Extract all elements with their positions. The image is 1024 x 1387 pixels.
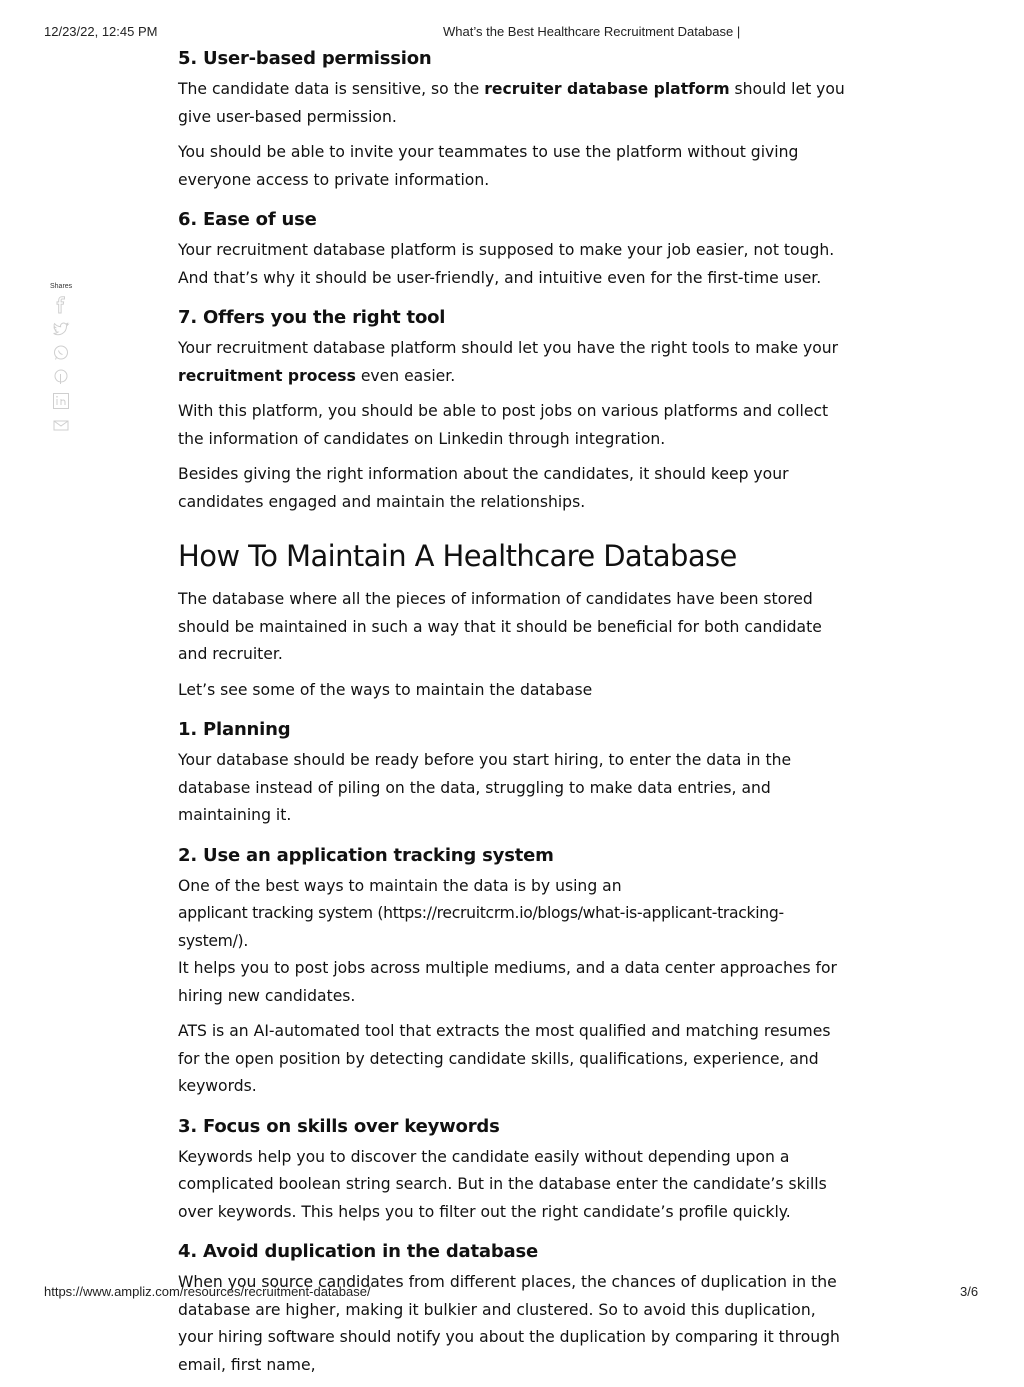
heading-user-based-permission: 5. User-based permission (178, 48, 432, 69)
text: One of the best ways to maintain the data is by using an (178, 876, 622, 895)
shares-label: Shares (50, 283, 73, 290)
pinterest-icon[interactable] (52, 368, 70, 386)
print-header (0, 24, 1024, 42)
text: Your recruitment database platform should let you have the right tools to make your (178, 339, 839, 357)
text: should let you give user-based permission. (178, 80, 845, 126)
heading-ease-of-use: 6. Ease of use (178, 209, 317, 230)
paragraph: When you source candidates from different places, the chances of duplication in the database are higher, making it bulkier and clustered. So to avoid this duplication, your hiring software should notify you about the duplication by comparing it through email, first name, (178, 1273, 840, 1374)
heading-right-tool: 7. Offers you the right tool (178, 307, 446, 328)
bold-text: recruitment process (178, 366, 356, 385)
linkedin-icon[interactable] (52, 392, 70, 410)
whatsapp-icon[interactable] (52, 344, 70, 362)
paragraph: Your database should be ready before you start hiring, to enter the data in the database instead of piling on the data, struggling to make data entries, and maintaining it. (178, 751, 792, 824)
heading-planning: 1. Planning (178, 719, 291, 740)
email-icon[interactable] (52, 416, 70, 434)
paragraph: You should be able to invite your teammates to use the platform without giving everyone access to private information. (178, 143, 799, 189)
print-page-title: What’s the Best Healthcare Recruitment Database | (443, 24, 741, 39)
paragraph: Let’s see some of the ways to maintain the database (178, 680, 593, 699)
paragraph: With this platform, you should be able to post jobs on various platforms and collect the information of candidates on Linkedin through integration. (178, 402, 829, 448)
page-number: 3/6 (960, 1284, 979, 1299)
paragraph: Besides giving the right information about the candidates, it should keep your candidates engaged and maintain the relationships. (178, 465, 789, 511)
share-rail (42, 283, 80, 434)
heading-how-to-maintain: How To Maintain A Healthcare Database (178, 539, 737, 573)
ats-link[interactable]: applicant tracking system (https://recruitcrm.io/blogs/what-is-applicant-tracking-system/). (178, 904, 784, 950)
print-url: https://www.ampliz.com/resources/recruitment-database/ (44, 1284, 371, 1299)
paragraph: Keywords help you to discover the candidate easily without depending upon a complicated boolean string search. But in the database enter the candidate’s skills over keywords. This helps you to filter out the right candidate’s profile quickly. (178, 1147, 827, 1221)
paragraph (178, 873, 848, 1011)
facebook-icon[interactable] (52, 296, 70, 314)
paragraph (178, 335, 848, 390)
bold-text: recruiter database platform (484, 80, 730, 98)
paragraph: ATS is an AI-automated tool that extracts the most qualified and matching resumes for the open position by detecting candidate skills, qualifications, experience, and keywords. (178, 1022, 831, 1095)
paragraph (178, 76, 848, 131)
heading-application-tracking: 2. Use an application tracking system (178, 844, 554, 866)
text: The candidate data is sensitive, so the (178, 80, 485, 98)
article-content (178, 46, 848, 1387)
heading-avoid-duplication: 4. Avoid duplication in the database (178, 1241, 538, 1262)
text: It helps you to post jobs across multiple mediums, and a data center approaches for hiring new candidates. (178, 959, 837, 1005)
heading-skills-over-keywords: 3. Focus on skills over keywords (178, 1115, 500, 1137)
text: even easier. (355, 366, 456, 385)
paragraph: The database where all the pieces of information of candidates have been stored should be maintained in such a way that it should be beneficial for both candidate and recruiter. (178, 590, 822, 663)
paragraph: Your recruitment database platform is supposed to make your job easier, not tough. And that’s why it should be user-friendly, and intuitive even for the first-time user. (178, 241, 835, 287)
print-datetime: 12/23/22, 12:45 PM (44, 24, 158, 39)
twitter-icon[interactable] (52, 320, 70, 338)
